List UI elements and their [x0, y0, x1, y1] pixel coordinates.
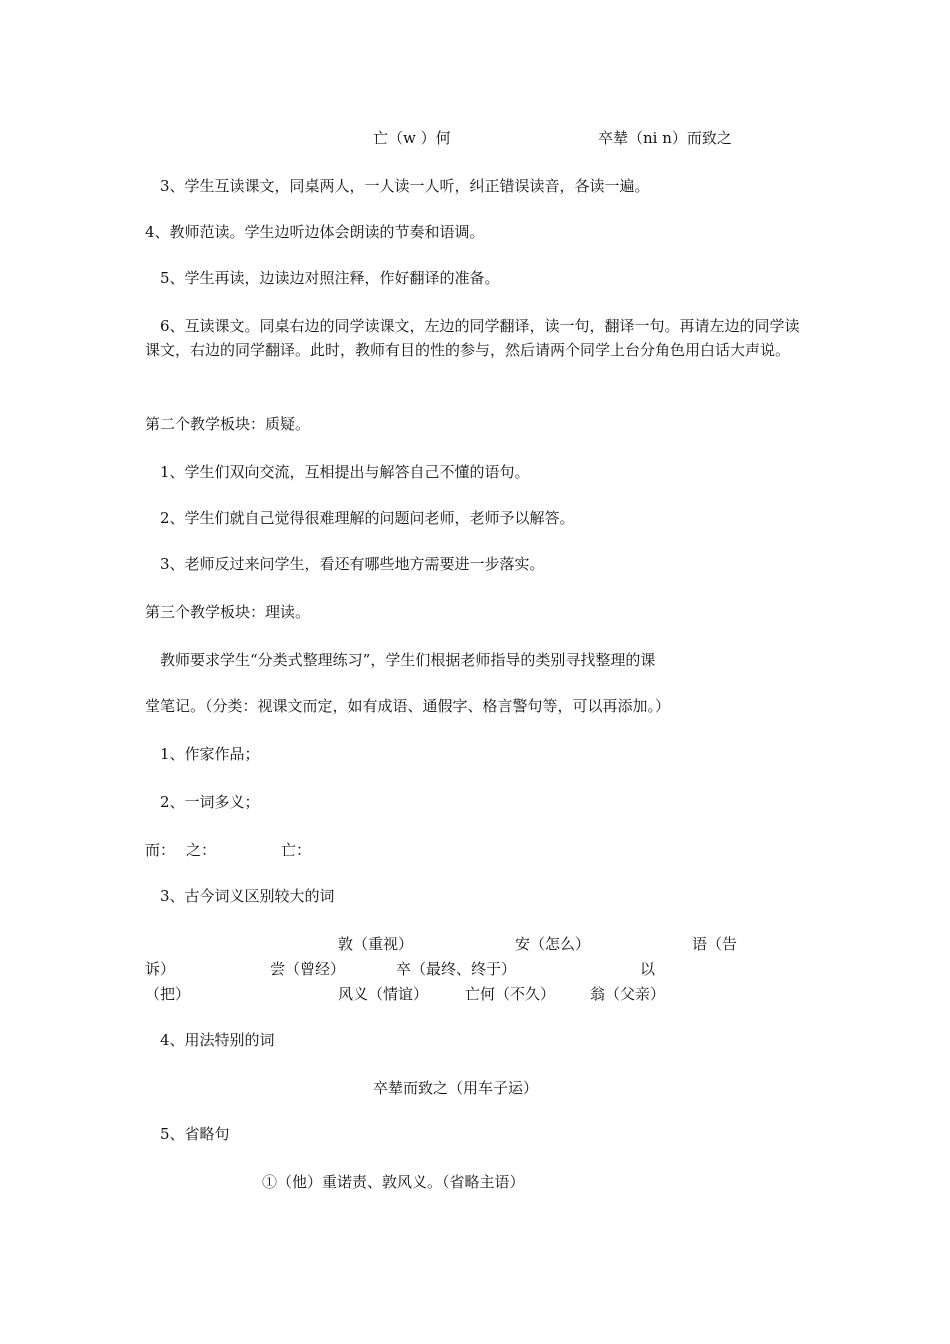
- word-dun: 敦（重视）: [338, 935, 414, 953]
- section-3-intro-line-2: 堂笔记。（分类：视课文而定，如有成语、通假字、格言警句等，可以再添加。）: [145, 697, 671, 715]
- word-chang: 尝（曾经）: [270, 960, 346, 978]
- section-3-intro-line-1: 教师要求学生“分类式整理练习”，学生们根据老师指导的类别寻找整理的课: [160, 651, 656, 669]
- word-fengyi: 风义（情谊）: [338, 985, 429, 1003]
- special-usage-word: 卒辇而致之（用车子运）: [373, 1079, 539, 1097]
- vocab-zunian: 卒辇（ni n）而致之: [598, 129, 732, 147]
- section-3-item-1: 1、作家作品；: [160, 745, 260, 763]
- word-wanghe: 亡何（不久）: [465, 985, 556, 1003]
- word-zu: 卒（最终、终于）: [396, 960, 517, 978]
- section-2-item-2: 2、学生们就自己觉得很难理解的问题问老师，老师予以解答。: [160, 509, 575, 527]
- word-yi-continued: （把）: [145, 985, 191, 1003]
- section-3-item-3: 3、古今词义区别较大的词: [160, 887, 335, 905]
- polysemy-zhi: 之：: [186, 841, 217, 859]
- step-6: 6、互读课文。同桌右边的同学读课文，左边的同学翻译，读一句，翻译一句。再请左边的同学读课文，右边的同学翻译。此时，教师有目的性的参与，然后请两个同学上台分角色用白话大声说。: [145, 317, 800, 359]
- ellipsis-example-1: ①（他）重诺责、敦风义。（省略主语）: [262, 1173, 525, 1191]
- polysemy-er: 而：: [145, 841, 176, 859]
- word-yu-continued: 诉）: [145, 960, 176, 978]
- step-3: 3、学生互读课文，同桌两人，一人读一人听，纠正错误读音，各读一遍。: [160, 177, 650, 195]
- polysemy-wang: 亡：: [281, 841, 312, 859]
- section-3-title: 第三个教学板块：理读。: [145, 603, 311, 621]
- step-5: 5、学生再读，边读边对照注释，作好翻译的准备。: [160, 269, 500, 287]
- word-weng: 翁（父亲）: [590, 985, 666, 1003]
- section-2-title: 第二个教学板块：质疑。: [145, 415, 311, 433]
- vocab-wanghe: 亡（w ）何: [373, 129, 451, 147]
- section-3-item-2: 2、一词多义；: [160, 793, 260, 811]
- word-yu: 语（告: [692, 935, 738, 953]
- section-3-item-4: 4、用法特别的词: [160, 1031, 275, 1049]
- word-an: 安（怎么）: [515, 935, 591, 953]
- section-3-item-5: 5、省略句: [160, 1125, 230, 1143]
- section-2-item-1: 1、学生们双向交流，互相提出与解答自己不懂的语句。: [160, 463, 530, 481]
- step-4: 4、教师范读。学生边听边体会朗读的节奏和语调。: [145, 223, 485, 241]
- word-yi: 以: [640, 960, 656, 978]
- section-2-item-3: 3、老师反过来问学生，看还有哪些地方需要进一步落实。: [160, 555, 545, 573]
